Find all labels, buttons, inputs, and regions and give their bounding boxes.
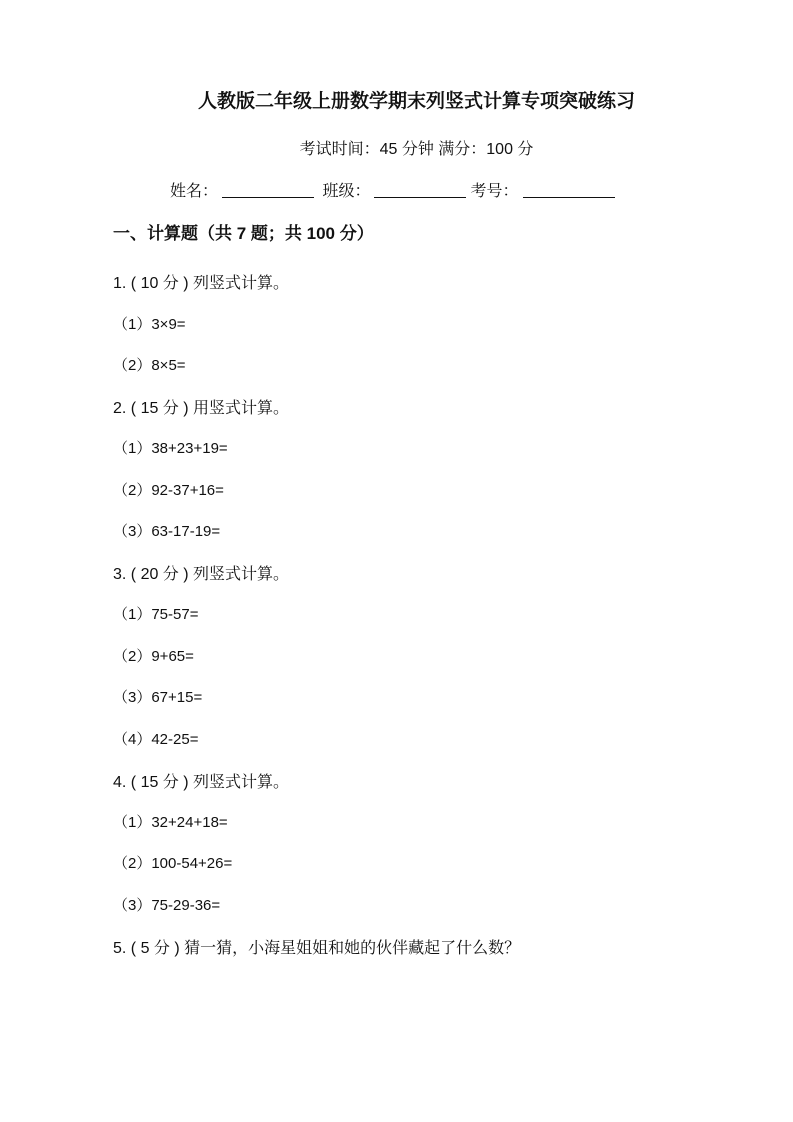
- question-3-item: （1）75-57=: [113, 606, 199, 623]
- question-3-item: （4）42-25=: [113, 731, 199, 748]
- question-5-header: 5. ( 5 分 ) 猜一猜，小海星姐姐和她的伙伴藏起了什么数？: [113, 940, 521, 957]
- question-4-item: （1）32+24+18=: [113, 814, 228, 831]
- question-3-item: （2）9+65=: [113, 648, 194, 665]
- question-1-header: 1. ( 10 分 ) 列竖式计算。: [113, 275, 290, 292]
- question-2-item: （1）38+23+19=: [113, 440, 228, 457]
- question-4-header: 4. ( 15 分 ) 列竖式计算。: [113, 774, 290, 791]
- id-label: 考号：: [470, 183, 519, 200]
- question-2-header: 2. ( 15 分 ) 用竖式计算。: [113, 400, 290, 417]
- question-1-item: （2）8×5=: [113, 357, 186, 374]
- id-blank: [523, 181, 615, 198]
- class-blank: [374, 181, 466, 198]
- question-4-item: （3）75-29-36=: [113, 897, 221, 914]
- question-2-item: （2）92-37+16=: [113, 482, 224, 499]
- name-label: 姓名：: [170, 183, 219, 200]
- question-3-header: 3. ( 20 分 ) 列竖式计算。: [113, 566, 290, 583]
- exam-meta: 考试时间：45 分钟 满分：100 分: [299, 141, 534, 158]
- question-4-item: （2）100-54+26=: [113, 855, 233, 872]
- section-heading: 一、计算题（共 7 题；共 100 分）: [113, 224, 374, 243]
- name-blank: [222, 181, 314, 198]
- question-3-item: （3）67+15=: [113, 689, 203, 706]
- student-info-fields: [170, 178, 619, 201]
- class-label: 班级：: [322, 183, 371, 200]
- question-2-item: （3）63-17-19=: [113, 523, 221, 540]
- document-title: 人教版二年级上册数学期末列竖式计算专项突破练习: [197, 91, 635, 112]
- question-1-item: （1）3×9=: [113, 316, 186, 333]
